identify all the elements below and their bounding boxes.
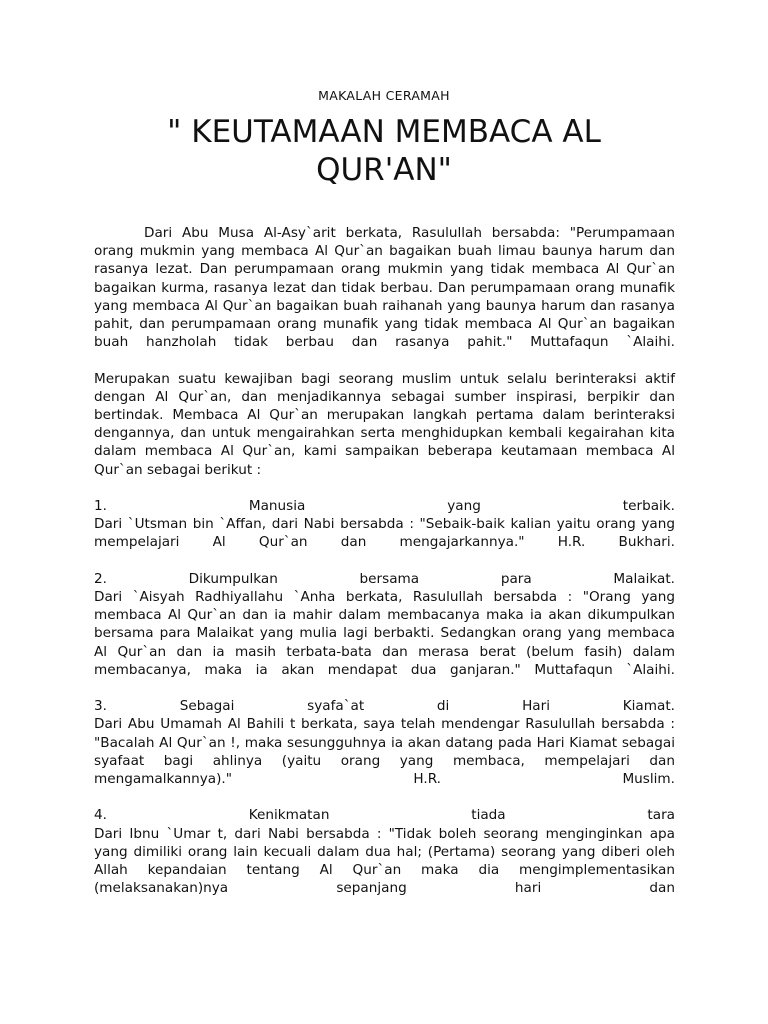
document-header-label: MAKALAH CERAMAH xyxy=(318,88,450,103)
point-4 xyxy=(94,806,675,897)
point-heading: 2. Dikumpulkan bersama para Malaikat. xyxy=(94,570,675,587)
document-body xyxy=(94,224,675,916)
point-heading: 1. Manusia yang terbaik. xyxy=(94,498,675,515)
point-2 xyxy=(94,570,675,679)
document-title: " KEUTAMAAN MEMBACA AL QUR'AN" xyxy=(167,114,601,188)
point-1 xyxy=(94,497,675,552)
point-heading: 4. Kenikmatan tiada tara xyxy=(94,807,675,824)
point-text: Dari `Utsman bin `Affan, dari Nabi bersabda : "Sebaik-baik kalian yaitu orang yang mempelajari Al Qur`an dan mengajarkannya." H.R. Bukhari. xyxy=(94,516,675,551)
point-text: Dari Ibnu `Umar t, dari Nabi bersabda : "Tidak boleh seorang menginginkan apa yang dimiliki orang lain kecuali dalam dua hal; (Pertama) seorang yang diberi oleh Allah kepandaian tentang Al Qur`an maka dia mengimplementasikan (melaksanakan)nya sepanjang hari dan xyxy=(94,825,675,897)
point-text: Dari `Aisyah Radhiyallahu `Anha berkata, Rasulullah bersabda : "Orang yang membaca Al Qur`an dan ia mahir dalam membacanya maka ia akan dikumpulkan bersama para Malaikat yang mulia lagi berbakti. Sedangkan orang yang membaca Al Qur`an dan ia masih terbata-bata dan merasa berat (belum fasih) dalam membacanya, maka ia akan mendapat dua ganjaran." Muttafaqun `Alaihi. xyxy=(94,589,675,678)
intro-paragraph-obligation: Merupakan suatu kewajiban bagi seorang muslim untuk selalu berinteraksi aktif dengan Al Qur`an, dan menjadikannya sebagai sumber inspirasi, berpikir dan bertindak. Membaca Al Qur`an merupakan langkah pertama dalam berinteraksi dengannya, dan untuk mengairahkan serta menghidupkan kembali kegairahan kita dalam membaca Al Qur`an, kami sampaikan beberapa keutamaan membaca Al Qur`an sebagai berikut : xyxy=(94,370,675,478)
point-3 xyxy=(94,697,675,788)
point-heading: 3. Sebagai syafa`at di Hari Kiamat. xyxy=(94,698,675,715)
intro-paragraph-hadith: Dari Abu Musa Al-Asy`arit berkata, Rasulullah bersabda: "Perumpamaan orang mukmin yang membaca Al Qur`an bagaikan buah limau baunya harum dan rasanya lezat. Dan perumpamaan orang mukmin yang tidak membaca Al Qur`an bagaikan kurma, rasanya lezat dan tidak berbau. Dan perumpamaan orang munafik yang membaca Al Qur`an bagaikan buah raihanah yang baunya harum dan rasanya pahit, dan perumpamaan orang munafik yang tidak membaca Al Qur`an bagaikan buah hanzholah tidak berbau dan rasanya pahit." Muttafaqun `Alaihi. xyxy=(94,225,675,351)
point-text: Dari Abu Umamah Al Bahili t berkata, saya telah mendengar Rasulullah bersabda : "Bacalah Al Qur`an !, maka sesungguhnya ia akan datang pada Hari Kiamat sebagai syafaat bagi ahlinya (yaitu orang yang membaca, mempelajari dan mengamalkannya)." H.R. Muslim. xyxy=(94,716,675,788)
